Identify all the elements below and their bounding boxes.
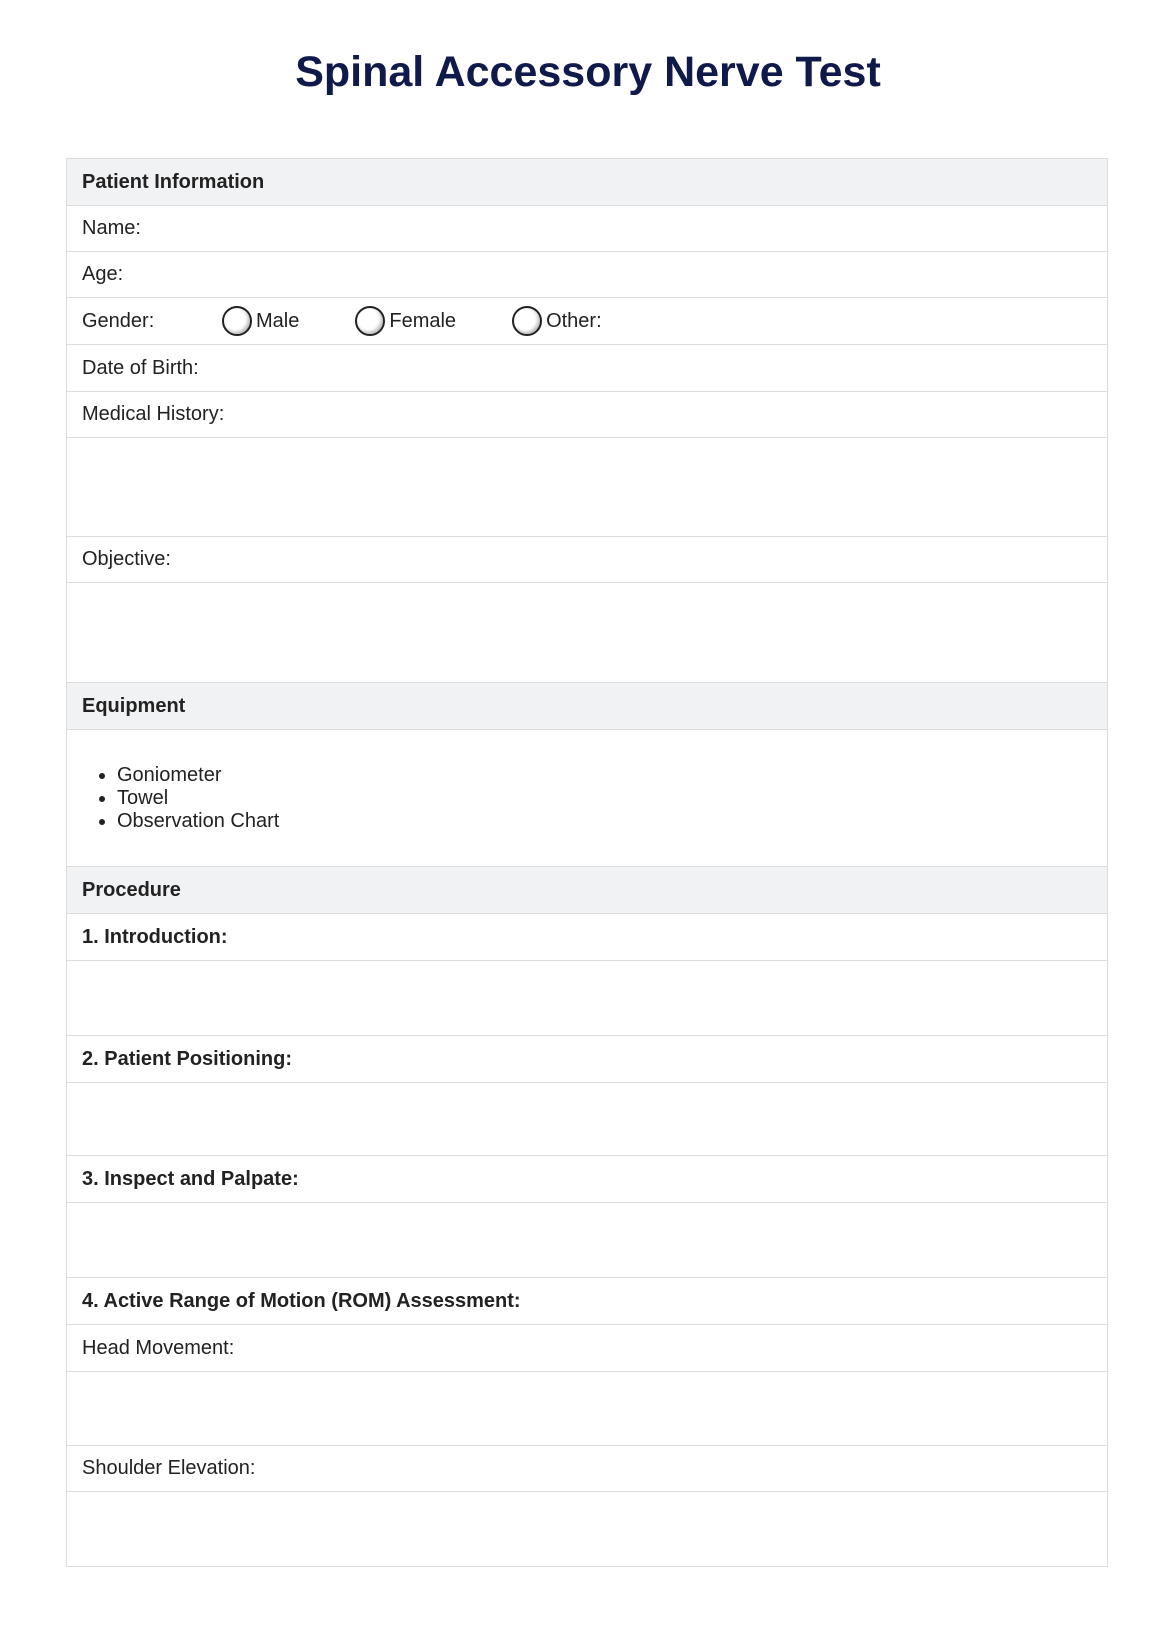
radio-label: Male: [256, 309, 300, 332]
objective-label: Objective:: [82, 548, 171, 570]
head-movement-label: Head Movement:: [82, 1336, 235, 1359]
radio-circle-icon: [355, 306, 385, 336]
objective-row: [67, 537, 1107, 583]
head-movement-row: [67, 1325, 1107, 1372]
shoulder-elevation-input[interactable]: [67, 1492, 1107, 1566]
radio-circle-icon: [222, 306, 252, 336]
name-label: Name:: [82, 217, 141, 239]
radio-label: Female: [389, 309, 457, 332]
equipment-list-row: [67, 730, 1107, 867]
gender-radio-female[interactable]: [355, 306, 456, 336]
dob-label: Date of Birth:: [82, 356, 199, 379]
objective-input[interactable]: [67, 583, 1107, 683]
step-patient-positioning: 2. Patient Positioning:: [67, 1036, 1107, 1083]
step-introduction: 1. Introduction:: [67, 914, 1107, 961]
section-header-equipment: Equipment: [67, 683, 1107, 730]
list-item: • Observation Chart: [117, 810, 279, 833]
list-item: • Goniometer: [117, 764, 279, 787]
equipment-list: [82, 764, 279, 833]
section-header-patient-info: Patient Information: [67, 159, 1107, 206]
positioning-input[interactable]: [67, 1083, 1107, 1156]
gender-label: Gender:: [82, 309, 155, 332]
inspect-input[interactable]: [67, 1203, 1107, 1278]
head-movement-input[interactable]: [67, 1372, 1107, 1446]
gender-field: [67, 298, 1107, 345]
age-field[interactable]: [67, 252, 1107, 298]
medical-history-row: [67, 392, 1107, 438]
introduction-input[interactable]: [67, 961, 1107, 1036]
medical-history-input[interactable]: [67, 438, 1107, 537]
radio-label: Other:: [546, 309, 602, 332]
gender-radio-male[interactable]: [222, 306, 299, 336]
step-rom-assessment: 4. Active Range of Motion (ROM) Assessment:: [67, 1278, 1107, 1325]
step-inspect-palpate: 3. Inspect and Palpate:: [67, 1156, 1107, 1203]
gender-radio-other[interactable]: [512, 306, 602, 336]
section-header-procedure: Procedure: [67, 867, 1107, 914]
page-title: Spinal Accessory Nerve Test: [295, 48, 881, 96]
dob-field[interactable]: [67, 345, 1107, 392]
radio-circle-icon: [512, 306, 542, 336]
medical-history-label: Medical History:: [82, 403, 225, 425]
form-table: [66, 158, 1108, 1567]
shoulder-elevation-label: Shoulder Elevation:: [82, 1457, 256, 1479]
age-label: Age:: [82, 263, 124, 285]
list-item: • Towel: [117, 787, 279, 810]
shoulder-elevation-row: [67, 1446, 1107, 1492]
name-field[interactable]: [67, 206, 1107, 252]
